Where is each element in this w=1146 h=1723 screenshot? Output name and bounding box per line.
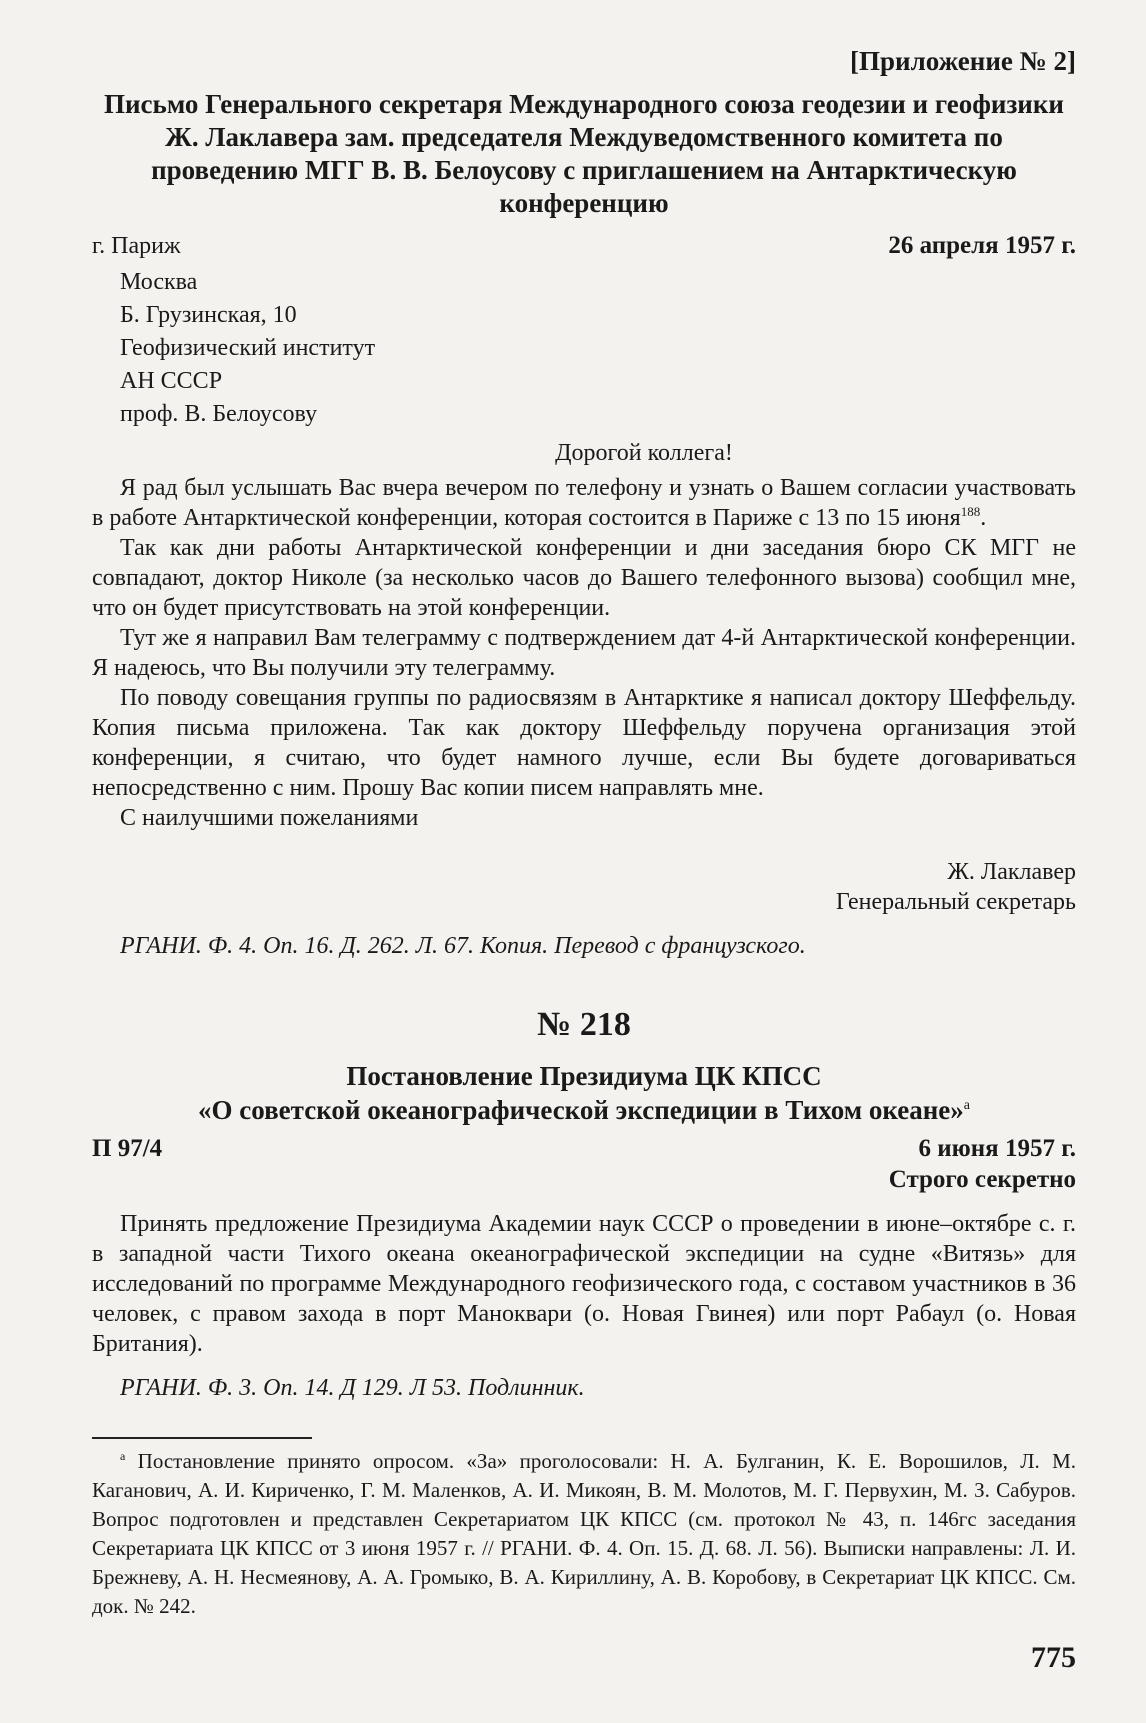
footnote-divider	[92, 1437, 312, 1439]
footnote-ref: а	[963, 1098, 970, 1113]
document-number: № 218	[537, 1006, 631, 1043]
letter-closing: С наилучшими пожеланиями	[120, 805, 419, 831]
endnote-ref: 188	[960, 504, 981, 519]
paragraph-end: .	[980, 505, 987, 531]
letter-address	[92, 266, 1076, 431]
decision-text: Принять предложение Президиума Академии наук СССР о проведении в июне–октябре с. г. в западной части Тихого океана океанографической экспедиции на судне «Витязь» для исследований по программе Международного геофизического года, с составом участников в 36 человек, с правом захода в порт Маноквари (о. Новая Гвинея) или порт Рабаул (о. Новая Британия).	[92, 1211, 1076, 1357]
document-title	[92, 1059, 1076, 1127]
document-title-line: «О советской океанографической экспедиции в Тихом океане»$^а$	[198, 1095, 970, 1125]
letter-date: 26 апреля 1957 г.	[888, 232, 1076, 259]
signature-name: Ж. Лаклавер	[947, 859, 1076, 885]
letter-paragraph-1	[92, 473, 1076, 533]
letter-paragraph-2: Так как дни работы Антарктической конференции и дни заседания бюро СК МГГ не совпадают, доктор Николе (за несколько часов до Вашего телефонного вызова) сообщил мне, что он будет присутствовать на этой конференции.	[92, 535, 1076, 621]
document-meta	[92, 1133, 1076, 1165]
protocol-number: П 97/4	[92, 1135, 163, 1162]
letter-title: Письмо Генерального секретаря Международного союза геодезии и геофизики Ж. Лаклавера зам. председателя Междуведомственного комитета по проведению МГГ В. В. Белоусову с приглашением на Антарктическую конференцию	[104, 89, 1064, 218]
footnote-marker: а	[120, 1449, 126, 1463]
page-content	[92, 44, 1076, 1621]
letter-place: г. Париж	[92, 233, 181, 259]
letter-salutation: Дорогой коллега!	[555, 440, 733, 466]
paragraph-text: Я рад был услышать Вас вчера вечером по телефону и узнать о Вашем согласии участвовать в работе Антарктической конференции, которая состоится в Париже с 13 по 15 июня	[92, 475, 1076, 531]
letter-signature	[92, 857, 1076, 917]
appendix-mark: [Приложение № 2]	[850, 46, 1076, 76]
letter-paragraph-4: По поводу совещания группы по радиосвязям в Антарктике я написал доктору Шеффельду. Копия письма приложена. Так как доктору Шеффельду поручена организация этой конференции, я считаю, что будет намного лучше, если Вы будете договариваться непосредственно с ним. Прошу Вас копии писем направлять мне.	[92, 685, 1076, 801]
letter-place-date	[92, 230, 1076, 262]
document-source: РГАНИ. Ф. 3. Оп. 14. Д 129. Л 53. Подлинник.	[120, 1375, 585, 1401]
address-line: Геофизический институт	[120, 335, 376, 361]
classification-stamp: Строго секретно	[888, 1166, 1076, 1193]
document-date: 6 июня 1957 г.	[918, 1135, 1076, 1162]
page-number: 775	[1031, 1641, 1076, 1674]
signature-title: Генеральный секретарь	[835, 889, 1076, 915]
document-title-line: Постановление Президиума ЦК КПСС	[346, 1061, 822, 1091]
letter-paragraph-3: Тут же я направил Вам телеграмму с подтверждением дат 4-й Антарктической конференции. Я надеюсь, что Вы получили эту телеграмму.	[92, 625, 1076, 681]
footnote	[92, 1447, 1076, 1621]
address-line: Б. Грузинская, 10	[120, 302, 297, 328]
address-line: АН СССР	[120, 368, 223, 394]
footnote-text: Постановление принято опросом. «За» проголосовали: Н. А. Булганин, К. Е. Ворошилов, Л. М. Каганович, А. И. Кириченко, Г. М. Маленков, А. И. Микоян, В. М. Молотов, М. Г. Первухин, М. З. Сабуров. Вопрос подготовлен и представлен Секретариатом ЦК КПСС (см. протокол № 43, п. 146гс заседания Секретариата ЦК КПСС от 3 июня 1957 г. // РГАНИ. Ф. 4. Оп. 15. Д. 68. Л. 56). Выписки направлены: Л. И. Брежневу, А. Н. Несмеянову, А. А. Громыко, В. А. Кириллину, А. В. Коробову, в Секретариат ЦК КПСС. См. док. № 242.	[92, 1449, 1077, 1618]
address-line: Москва	[120, 269, 198, 295]
letter-source: РГАНИ. Ф. 4. Оп. 16. Д. 262. Л. 67. Копия. Перевод с французского.	[120, 933, 806, 959]
address-line: проф. В. Белоусову	[120, 401, 318, 427]
